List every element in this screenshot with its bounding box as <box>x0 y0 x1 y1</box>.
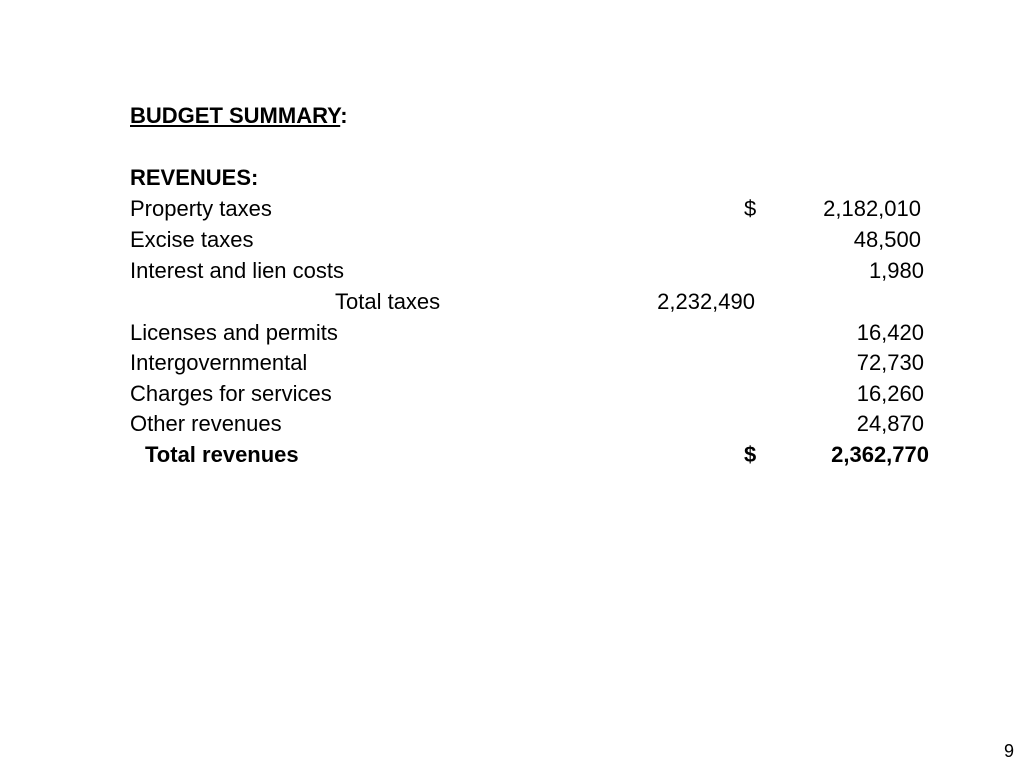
amount-property-taxes: 2,182,010 <box>823 196 921 221</box>
amount-licenses-permits: 16,420 <box>856 320 924 345</box>
currency-symbol: $ <box>744 196 757 221</box>
row-label-interest-lien: Interest and lien costs <box>130 258 345 283</box>
total-currency-symbol: $ <box>744 442 757 467</box>
row-label-licenses-permits: Licenses and permits <box>130 320 338 345</box>
amount-charges-services: 16,260 <box>856 381 924 406</box>
row-label-excise-taxes: Excise taxes <box>130 227 254 252</box>
heading-colon: : <box>340 103 348 128</box>
row-label-property-taxes: Property taxes <box>130 196 272 221</box>
total-revenues-label: Total revenues <box>145 442 299 467</box>
revenues-section-label: REVENUES: <box>130 165 259 190</box>
subtotal-total-taxes: 2,232,490 <box>657 289 755 314</box>
amount-other-revenues: 24,870 <box>856 411 924 436</box>
row-label-intergovernmental: Intergovernmental <box>130 350 308 375</box>
amount-interest-lien: 1,980 <box>868 258 924 283</box>
amount-intergovernmental: 72,730 <box>856 350 924 375</box>
budget-summary-heading <box>130 103 348 129</box>
row-label-other-revenues: Other revenues <box>130 411 282 436</box>
row-label-charges-services: Charges for services <box>130 381 332 406</box>
total-revenues-amount: 2,362,770 <box>831 442 929 467</box>
row-label-total-taxes: Total taxes <box>335 289 441 314</box>
heading-title: BUDGET SUMMARY <box>130 103 341 128</box>
page-number: 9 <box>1003 741 1014 761</box>
amount-excise-taxes: 48,500 <box>853 227 921 252</box>
